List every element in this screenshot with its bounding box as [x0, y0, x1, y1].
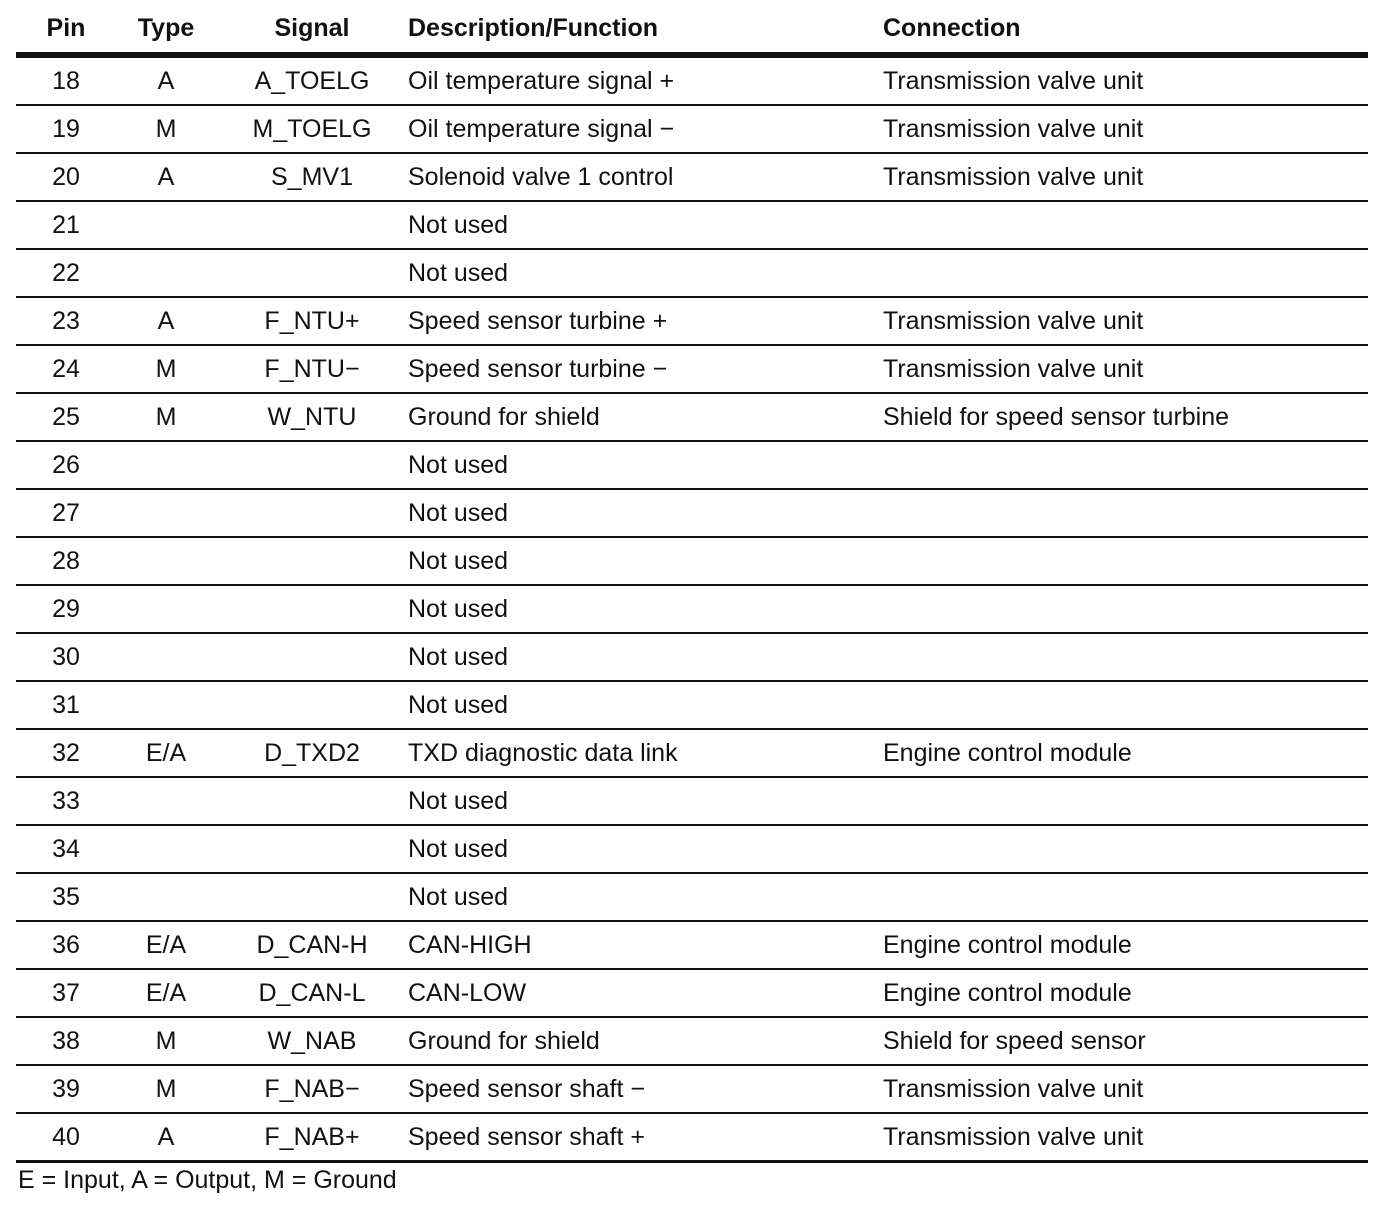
table-row: [16, 489, 1368, 537]
cell-connection: [883, 585, 1368, 633]
table-row: [16, 969, 1368, 1017]
cell-description: Not used: [408, 249, 883, 297]
cell-type: E/A: [116, 921, 216, 969]
cell-connection: [883, 777, 1368, 825]
cell-pin: 36: [16, 921, 116, 969]
cell-description: Speed sensor turbine −: [408, 345, 883, 393]
cell-type: [116, 249, 216, 297]
header-pin: Pin: [16, 4, 116, 55]
cell-type: [116, 681, 216, 729]
cell-pin: 30: [16, 633, 116, 681]
cell-signal: D_CAN-H: [216, 921, 408, 969]
cell-pin: 31: [16, 681, 116, 729]
cell-pin: 18: [16, 55, 116, 105]
cell-signal: [216, 537, 408, 585]
table-row: [16, 777, 1368, 825]
cell-pin: 35: [16, 873, 116, 921]
table-row: [16, 537, 1368, 585]
cell-description: Not used: [408, 537, 883, 585]
cell-type: M: [116, 105, 216, 153]
cell-signal: [216, 777, 408, 825]
cell-connection: Transmission valve unit: [883, 1065, 1368, 1113]
cell-connection: Engine control module: [883, 969, 1368, 1017]
cell-description: Ground for shield: [408, 393, 883, 441]
cell-signal: [216, 585, 408, 633]
cell-type: A: [116, 55, 216, 105]
cell-pin: 27: [16, 489, 116, 537]
table-header-row: [16, 4, 1368, 55]
cell-signal: [216, 441, 408, 489]
cell-connection: Transmission valve unit: [883, 297, 1368, 345]
type-legend-footnote: E = Input, A = Output, M = Ground: [18, 1166, 397, 1194]
cell-pin: 26: [16, 441, 116, 489]
cell-connection: Transmission valve unit: [883, 1113, 1368, 1162]
table-row: [16, 1065, 1368, 1113]
cell-pin: 37: [16, 969, 116, 1017]
cell-description: Speed sensor turbine +: [408, 297, 883, 345]
table-row: [16, 729, 1368, 777]
cell-connection: [883, 201, 1368, 249]
cell-signal: D_TXD2: [216, 729, 408, 777]
cell-connection: [883, 681, 1368, 729]
cell-description: Not used: [408, 873, 883, 921]
table-body: [16, 55, 1368, 1162]
table-row: [16, 55, 1368, 105]
cell-signal: M_TOELG: [216, 105, 408, 153]
cell-pin: 29: [16, 585, 116, 633]
cell-signal: [216, 249, 408, 297]
cell-description: Not used: [408, 633, 883, 681]
cell-signal: F_NAB−: [216, 1065, 408, 1113]
cell-signal: [216, 825, 408, 873]
cell-description: Not used: [408, 825, 883, 873]
cell-type: [116, 201, 216, 249]
cell-connection: [883, 873, 1368, 921]
cell-description: Oil temperature signal +: [408, 55, 883, 105]
table-row: [16, 105, 1368, 153]
cell-signal: [216, 201, 408, 249]
cell-signal: A_TOELG: [216, 55, 408, 105]
cell-description: Speed sensor shaft +: [408, 1113, 883, 1162]
cell-pin: 39: [16, 1065, 116, 1113]
cell-signal: F_NTU−: [216, 345, 408, 393]
cell-pin: 34: [16, 825, 116, 873]
cell-signal: W_NTU: [216, 393, 408, 441]
cell-pin: 24: [16, 345, 116, 393]
cell-description: Not used: [408, 681, 883, 729]
cell-pin: 21: [16, 201, 116, 249]
cell-description: TXD diagnostic data link: [408, 729, 883, 777]
cell-type: [116, 585, 216, 633]
table-row: [16, 1113, 1368, 1162]
cell-pin: 33: [16, 777, 116, 825]
cell-description: Not used: [408, 201, 883, 249]
cell-connection: Transmission valve unit: [883, 55, 1368, 105]
cell-connection: Engine control module: [883, 729, 1368, 777]
cell-connection: Transmission valve unit: [883, 105, 1368, 153]
cell-type: A: [116, 153, 216, 201]
header-type: Type: [116, 4, 216, 55]
table-row: [16, 921, 1368, 969]
cell-type: M: [116, 393, 216, 441]
cell-connection: Transmission valve unit: [883, 345, 1368, 393]
cell-connection: [883, 489, 1368, 537]
table-row: [16, 393, 1368, 441]
cell-signal: [216, 489, 408, 537]
table-row: [16, 153, 1368, 201]
cell-pin: 28: [16, 537, 116, 585]
cell-description: Ground for shield: [408, 1017, 883, 1065]
cell-type: [116, 873, 216, 921]
cell-description: Solenoid valve 1 control: [408, 153, 883, 201]
cell-type: A: [116, 297, 216, 345]
header-connection: Connection: [883, 4, 1368, 55]
cell-type: [116, 441, 216, 489]
table-row: [16, 873, 1368, 921]
table-row: [16, 441, 1368, 489]
cell-connection: Shield for speed sensor turbine: [883, 393, 1368, 441]
cell-signal: F_NAB+: [216, 1113, 408, 1162]
table-row: [16, 633, 1368, 681]
cell-description: CAN-LOW: [408, 969, 883, 1017]
cell-pin: 38: [16, 1017, 116, 1065]
cell-pin: 25: [16, 393, 116, 441]
table-row: [16, 825, 1368, 873]
cell-description: Not used: [408, 585, 883, 633]
cell-pin: 40: [16, 1113, 116, 1162]
cell-pin: 20: [16, 153, 116, 201]
cell-description: Oil temperature signal −: [408, 105, 883, 153]
cell-signal: W_NAB: [216, 1017, 408, 1065]
cell-type: M: [116, 1017, 216, 1065]
header-signal: Signal: [216, 4, 408, 55]
table-row: [16, 201, 1368, 249]
table-row: [16, 585, 1368, 633]
cell-pin: 32: [16, 729, 116, 777]
cell-signal: [216, 633, 408, 681]
cell-signal: [216, 873, 408, 921]
cell-pin: 23: [16, 297, 116, 345]
cell-type: M: [116, 345, 216, 393]
cell-pin: 19: [16, 105, 116, 153]
cell-type: [116, 489, 216, 537]
table-row: [16, 345, 1368, 393]
cell-type: M: [116, 1065, 216, 1113]
cell-signal: S_MV1: [216, 153, 408, 201]
cell-connection: Engine control module: [883, 921, 1368, 969]
cell-description: Not used: [408, 489, 883, 537]
cell-type: [116, 777, 216, 825]
cell-description: Not used: [408, 777, 883, 825]
table-row: [16, 1017, 1368, 1065]
header-description: Description/Function: [408, 4, 883, 55]
cell-description: Speed sensor shaft −: [408, 1065, 883, 1113]
cell-type: [116, 825, 216, 873]
pin-assignment-table: [16, 4, 1368, 1163]
table-row: [16, 681, 1368, 729]
cell-connection: [883, 441, 1368, 489]
cell-description: CAN-HIGH: [408, 921, 883, 969]
table-row: [16, 249, 1368, 297]
cell-connection: [883, 825, 1368, 873]
cell-signal: D_CAN-L: [216, 969, 408, 1017]
cell-connection: Shield for speed sensor: [883, 1017, 1368, 1065]
cell-connection: [883, 633, 1368, 681]
table-row: [16, 297, 1368, 345]
cell-type: E/A: [116, 969, 216, 1017]
cell-signal: [216, 681, 408, 729]
cell-type: [116, 633, 216, 681]
cell-connection: [883, 249, 1368, 297]
cell-description: Not used: [408, 441, 883, 489]
cell-connection: [883, 537, 1368, 585]
cell-type: E/A: [116, 729, 216, 777]
cell-type: A: [116, 1113, 216, 1162]
cell-connection: Transmission valve unit: [883, 153, 1368, 201]
cell-signal: F_NTU+: [216, 297, 408, 345]
cell-type: [116, 537, 216, 585]
cell-pin: 22: [16, 249, 116, 297]
